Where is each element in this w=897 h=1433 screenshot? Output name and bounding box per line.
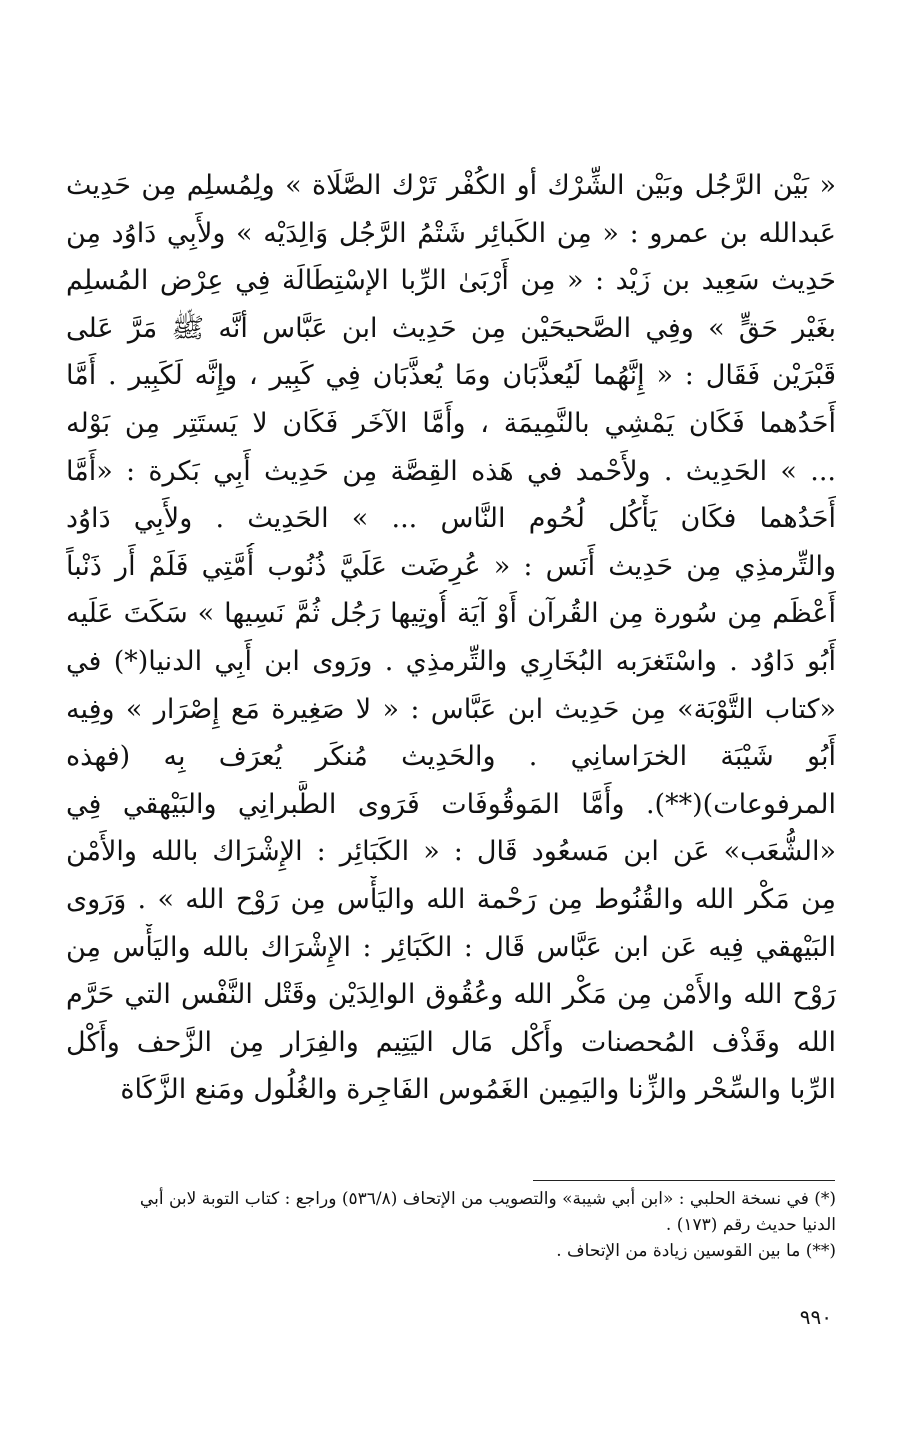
text-line: المرفوعات)(**). وأَمَّا المَوقُوفَات فَرَوى الطَّبرانِي والبَيْهقي فِي xyxy=(66,788,836,820)
text-line: أَبُو دَاوُد . واسْتَغرَبه البُخَارِي والتِّرمذِي . ورَوى ابن أَبِي الدنيا(*) في xyxy=(66,645,836,677)
text-line: الله وقَذْف المُحصنات وأَكْل مَال اليَتِيم والفِرَار مِن الزَّحف وأَكْل xyxy=(66,1026,836,1058)
footnote-line: (*) في نسخة الحلبي : «ابن أبي شيبة» والتصويب من الإتحاف (٥٣٦/٨) وراجع : كتاب التوبة لابن أبي xyxy=(139,1189,836,1209)
text-line: أَحَدُهما فكَان يَأْكُل لُحُوم النَّاس ... » الحَدِيث . ولأَبِي دَاوُد xyxy=(66,503,836,535)
text-line: حَدِيث سَعِيد بن زَيْد : « مِن أَرْبَىٰ الرِّبا الإسْتِطَالَة فِي عِرْض المُسلِم xyxy=(66,265,836,297)
footnote-line: الدنيا حديث رقم (١٧٣) . xyxy=(665,1215,836,1235)
footnote-separator xyxy=(533,1180,835,1181)
text-line: أَعْظَم مِن سُورة مِن القُرآن أَوْ آيَة أُوتِيها رَجُل ثُمَّ نَسِيها » سَكَتَ عَلَيه xyxy=(66,598,836,630)
text-line: «كتاب التَّوْبَة» مِن حَدِيث ابن عَبَّاس : « لا صَغِيرة مَع إِصْرَار » وفِيه xyxy=(66,693,836,725)
text-line: رَوْح الله والأَمْن مِن مَكْر الله وعُقُوق الوالِدَيْن وقَتْل النَّفْس التي حَرَّم xyxy=(66,979,836,1011)
text-line: «الشُّعَب» عَن ابن مَسعُود قَال : « الكَبَائِر : الإِشْرَاك بالله والأَمْن xyxy=(66,836,836,868)
text-line: بغَيْر حَقٍّ » وفِي الصَّحيحَيْن مِن حَدِيث ابن عَبَّاس أنَّه ﷺ مَرَّ عَلى xyxy=(66,312,836,344)
footnotes-block xyxy=(66,1186,836,1264)
text-line: مِن مَكْر الله والقُنُوط مِن رَحْمة الله واليَأْس مِن رَوْح الله » . وَرَوى xyxy=(66,883,836,915)
text-line: البَيْهقي فِيه عَن ابن عَبَّاس قَال : الكَبَائِر : الإِشْرَاك بالله واليَأْس مِن xyxy=(66,931,836,963)
text-line: أَحَدُهما فَكَان يَمْشِي بالنَّمِيمَة ، وأَمَّا الآخَر فَكَان لا يَستَتِر مِن بَوْله xyxy=(66,407,836,439)
text-line: الرِّبا والسِّحْر والزِّنا واليَمِين الغَمُوس الفَاجِرة والغُلُول ومَنع الزَّكَاة xyxy=(120,1074,836,1106)
main-text-block xyxy=(66,162,836,1114)
text-line: قَبْرَيْن فَقَال : « إِنَّهُما لَيُعذَّبَان ومَا يُعذَّبَان فِي كَبِير ، وإِنَّه لَكَبِير . أَمَّا xyxy=(66,360,836,392)
text-line: ... » الحَدِيث . ولأَحْمد في هَذه القِصَّة مِن حَدِيث أَبِي بَكرة : «أَمَّا xyxy=(66,455,836,487)
text-line: « بَيْن الرَّجُل وبَيْن الشِّرْك أو الكُفْر تَرْك الصَّلَاة » ولِمُسلِم مِن حَدِيث xyxy=(66,170,836,201)
page-number: ٩٩٠ xyxy=(799,1305,832,1329)
text-line: أَبُو شَيْبَة الخرَاسانِي . والحَدِيث مُنكَر يُعرَف بِه (فهذه xyxy=(66,741,836,773)
text-line: عَبدالله بن عمرو : « مِن الكَبائِر شَتْمُ الرَّجُل وَالِدَيْه » ولأَبِي دَاوُد مِن xyxy=(66,217,836,249)
footnote-line: (**) ما بين القوسين زيادة من الإتحاف . xyxy=(556,1241,836,1261)
text-line: والتِّرمذِي مِن حَدِيث أَنَس : « عُرِضَت عَلَيَّ ذُنُوب أُمَّتِي فَلَمْ أَر ذَنْباً xyxy=(66,550,836,582)
